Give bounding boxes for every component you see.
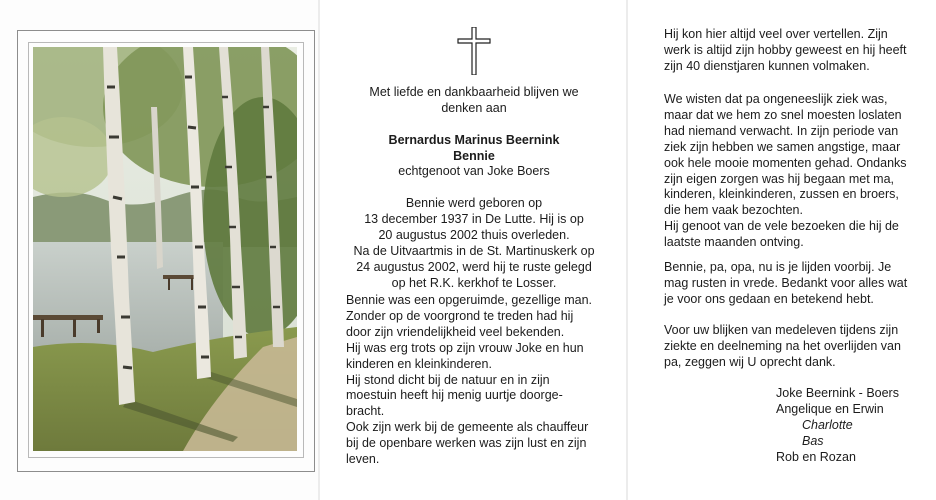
paragraph-line: kinderen en kleinkinderen. <box>346 356 492 371</box>
illness-paragraph <box>664 92 922 251</box>
bio-line: op het R.K. kerkhof te Losser. <box>391 275 557 290</box>
paragraph-line: mag rusten in vrede. Bedankt voor alles wat <box>664 275 908 290</box>
biography <box>340 196 608 291</box>
paragraph-line: bracht. <box>346 404 385 419</box>
paragraph-line: Ook zijn werk bij de gemeente als chauffeur <box>346 420 589 435</box>
bio-line: 13 december 1937 in De Lutte. Hij is op <box>364 211 584 226</box>
paragraph-line: ziekte en deelneming na het overlijden van <box>664 338 901 353</box>
birch-lake-photo <box>33 47 297 451</box>
paragraph-line: Hij was erg trots op zijn vrouw Joke en hun <box>346 340 584 355</box>
paragraph-line: Hij stond dicht bij de natuur en in zijn <box>346 372 550 387</box>
bio-line: 20 augustus 2002 thuis overleden. <box>378 227 570 242</box>
deceased-name <box>346 133 602 165</box>
nickname: Bennie <box>453 148 495 163</box>
thanks-paragraph <box>664 323 922 371</box>
intro-text <box>346 85 602 117</box>
bio-line: Bennie werd geboren op <box>405 196 543 210</box>
paragraph-line: werk is altijd zijn hobby geweest en hij heeft <box>664 42 907 57</box>
farewell-paragraph <box>664 260 922 308</box>
paragraph-line: Bennie was een opgeruimde, gezellige man. <box>346 293 592 307</box>
paragraph-line: die hem vaak bezochten. <box>664 203 803 218</box>
signature-line: Bas <box>802 433 824 448</box>
signature-line: Joke Beernink - Boers <box>776 386 899 400</box>
character-paragraph <box>346 293 604 468</box>
bio-line: 24 augustus 2002, werd hij te ruste gelegd <box>356 259 592 274</box>
paragraph-line: Voor uw blijken van medeleven tijdens zijn <box>664 323 899 337</box>
paragraph-line: door zijn vriendelijkheid veel bekenden. <box>346 324 565 339</box>
paragraph-line: ziek zijn hebben we samen angstige, maar <box>664 139 901 154</box>
signature-line: Rob en Rozan <box>776 449 856 464</box>
signature-line: Angelique en Erwin <box>776 401 884 416</box>
full-name: Bernardus Marinus Beernink <box>388 133 560 147</box>
paragraph-line: Zonder op de voorgrond te treden had hij <box>346 308 574 323</box>
paragraph-line: Bennie, pa, opa, nu is je lijden voorbij. Je <box>664 260 892 274</box>
intro-line: denken aan <box>441 100 507 115</box>
family-signatures <box>776 386 926 466</box>
cross-icon <box>456 27 492 75</box>
paragraph-line: je voor ons gedaan en betekend hebt. <box>664 291 874 306</box>
paragraph-line: We wisten dat pa ongeneeslijk ziek was, <box>664 92 888 106</box>
paragraph-line: Hij genoot van de vele bezoeken die hij de <box>664 219 899 234</box>
work-paragraph <box>664 27 922 75</box>
paragraph-line: zijn 40 dienstjaren kunnen volmaken. <box>664 58 870 73</box>
paragraph-line: Hij kon hier altijd veel over vertellen. Zijn <box>664 27 888 41</box>
paragraph-line: kinderen, kleinkinderen, zussen en broers, <box>664 187 899 202</box>
bio-line: Na de Uitvaartmis in de St. Martinuskerk op <box>353 243 595 258</box>
paragraph-line: leven. <box>346 452 380 467</box>
paragraph-line: laatste maanden ontving. <box>664 235 804 250</box>
paragraph-line: had niemand verwacht. In zijn periode van <box>664 123 899 138</box>
spouse-text: echtgenoot van Joke Boers <box>398 164 550 178</box>
paragraph-line: maar dat we hem zo snel moesten loslaten <box>664 107 902 122</box>
paragraph-line: pa, zeggen wij U oprecht dank. <box>664 354 836 369</box>
paragraph-line: bij de openbare werken was zijn lust en zijn <box>346 436 587 451</box>
intro-line: Met liefde en dankbaarheid blijven we <box>369 85 579 99</box>
paragraph-line: moestuin heeft hij menig uurtje doorge- <box>346 388 563 403</box>
paragraph-line: zijn eigen zorgen was hij begaan met ma, <box>664 171 894 186</box>
paragraph-line: ook hele mooie momenten gehad. Ondanks <box>664 155 907 170</box>
signature-line: Charlotte <box>802 417 853 432</box>
spouse-line <box>346 164 602 180</box>
